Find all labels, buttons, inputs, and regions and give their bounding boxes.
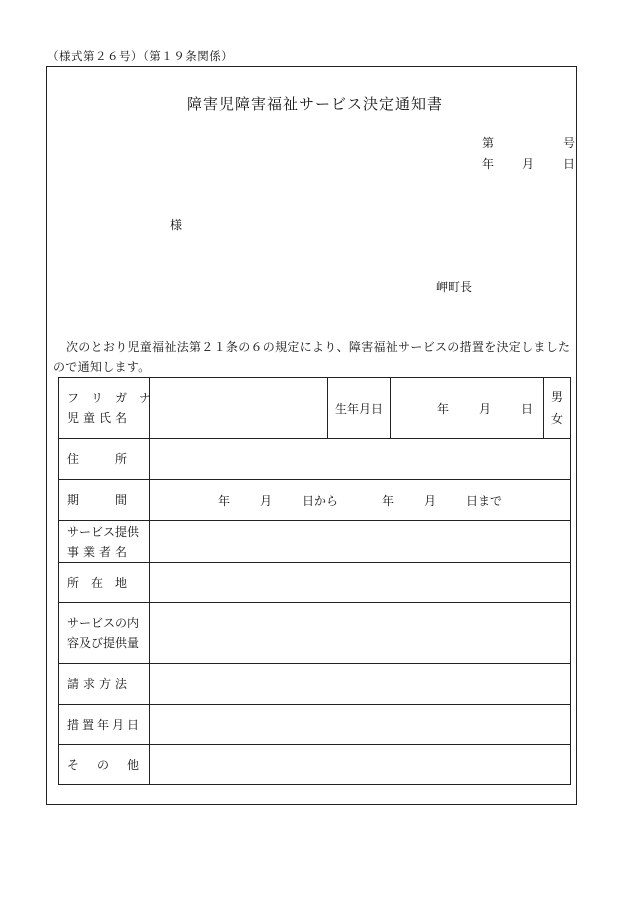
period-row [59, 480, 571, 521]
address-field[interactable] [150, 439, 571, 480]
child-name-label-cell [59, 378, 150, 439]
other-row [59, 745, 571, 785]
period-end-year: 年 [382, 493, 395, 508]
billing-field[interactable] [150, 664, 571, 705]
period-end-month: 月 [424, 493, 437, 508]
provider-row [59, 521, 571, 563]
addressee-honorific: 様 [170, 218, 183, 232]
provider-field[interactable] [150, 521, 571, 563]
sex-field[interactable] [544, 378, 571, 439]
issue-date-line [0, 155, 630, 171]
other-label: そ の 他 [59, 745, 150, 785]
period-start-month: 月 [259, 493, 272, 508]
location-label: 所 在 地 [59, 563, 150, 603]
location-row [59, 563, 571, 603]
document-title: 障害児障害福祉サービス決定通知書 [186, 95, 443, 113]
period-start-day: 日から [301, 493, 338, 508]
sex-female[interactable]: 女 [550, 412, 563, 426]
period-start-year: 年 [217, 493, 230, 508]
measure-date-field[interactable] [150, 705, 571, 745]
issue-date-year: 年 [482, 157, 495, 171]
doc-number-suffix: 号 [563, 136, 576, 150]
child-row [59, 378, 571, 439]
location-field[interactable] [150, 563, 571, 603]
birth-date-field[interactable] [391, 378, 544, 439]
decision-table [58, 377, 571, 785]
period-field[interactable] [150, 480, 571, 521]
birth-date-label: 生年月日 [328, 378, 391, 439]
child-name-field[interactable] [150, 378, 328, 439]
billing-label: 請 求 方 法 [59, 664, 150, 705]
billing-row [59, 664, 571, 705]
service-row [59, 603, 571, 664]
period-label: 期 間 [59, 480, 150, 521]
period-end-day: 日まで [466, 493, 503, 508]
provider-label: サービス提供 事 業 者 名 [59, 521, 150, 563]
issue-date-month: 月 [522, 157, 535, 171]
measure-date-label: 措 置 年 月 日 [59, 705, 150, 745]
issuer-name: 岬町長 [436, 280, 473, 294]
child-name-label: 児 童 氏 名 [67, 411, 127, 425]
sex-male[interactable]: 男 [550, 390, 563, 404]
document-number-line [0, 134, 630, 150]
service-label: サービスの内 容及び提供量 [59, 603, 150, 664]
address-label: 住 所 [59, 439, 150, 480]
doc-number-prefix: 第 [482, 136, 495, 150]
notice-body-text: 次のとおり児童福祉法第２１条の６の規定により、障害福祉サービスの措置を決定しましたので通知します。 [53, 340, 571, 374]
other-field[interactable] [150, 745, 571, 785]
service-field[interactable] [150, 603, 571, 664]
form-number: （様式第２６号）（第１９条関係） [47, 49, 234, 63]
measure-date-row [59, 705, 571, 745]
birth-year-unit: 年 [436, 401, 449, 416]
birth-day-unit: 日 [520, 401, 533, 416]
furigana-label: フ リ ガ ナ [67, 391, 152, 405]
address-row [59, 439, 571, 480]
birth-month-unit: 月 [478, 401, 491, 416]
issue-date-day: 日 [563, 157, 576, 171]
